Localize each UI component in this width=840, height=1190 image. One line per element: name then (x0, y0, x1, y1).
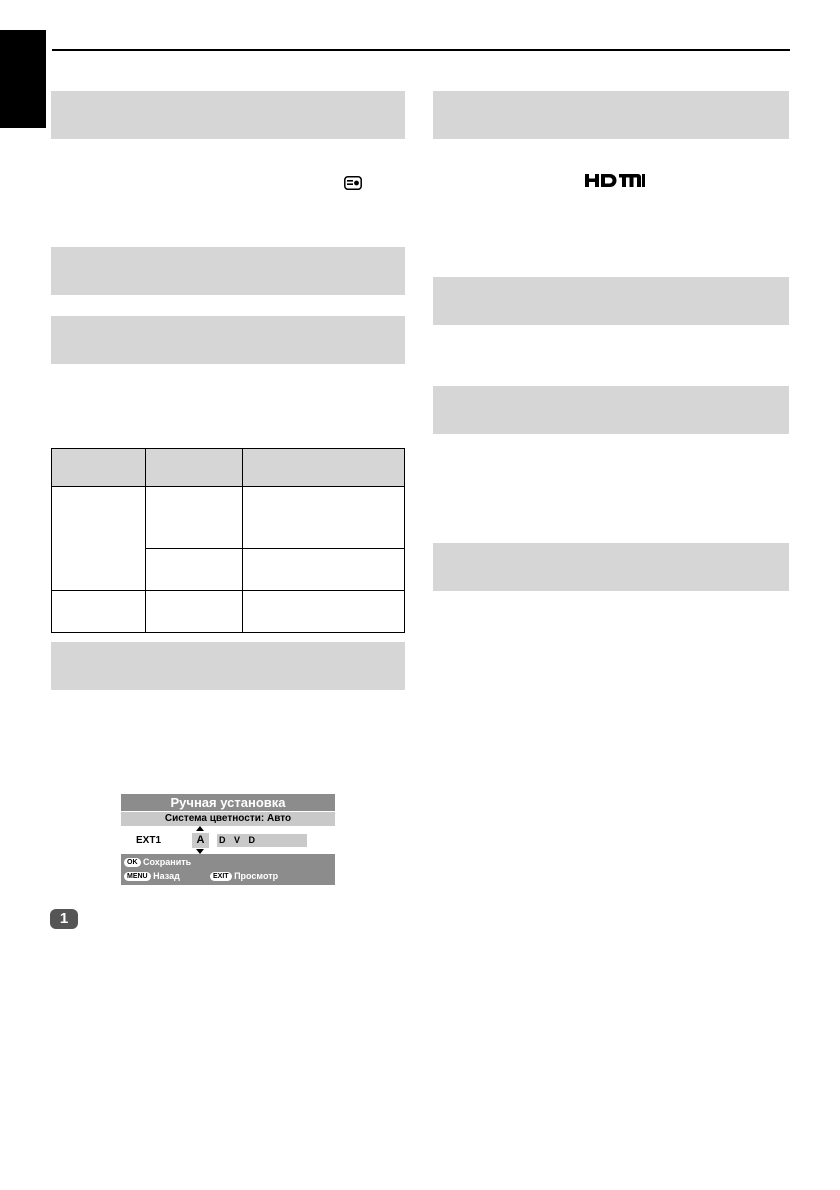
osd-title: Ручная установка (121, 794, 335, 811)
table-cell (145, 549, 243, 591)
osd-letter-selector[interactable]: A (192, 833, 209, 848)
arrow-up-icon[interactable] (196, 826, 204, 831)
spec-table (51, 448, 405, 633)
menu-label: Назад (153, 871, 180, 881)
table-cell (145, 487, 243, 549)
step-number-badge: 1 (50, 909, 78, 929)
menu-key-icon[interactable]: MENU (124, 872, 151, 881)
table-cell (243, 487, 405, 549)
table-row (52, 487, 405, 549)
header-rule (52, 49, 790, 51)
teletext-info-icon (344, 176, 362, 190)
table-header-cell (145, 449, 243, 487)
table-cell (52, 487, 146, 591)
osd-color-system[interactable]: Система цветности: Авто (121, 812, 335, 826)
table-cell (243, 549, 405, 591)
section-header-band-2 (51, 247, 405, 295)
section-header-band-6 (433, 277, 789, 325)
section-header-band-1 (51, 91, 405, 139)
ok-key-icon[interactable]: OK (124, 858, 141, 867)
section-header-band-7 (433, 386, 789, 434)
table-row (52, 591, 405, 633)
osd-footer (121, 854, 335, 885)
table-header-cell (243, 449, 405, 487)
language-side-tab (0, 30, 46, 128)
osd-input-label: EXT1 (136, 835, 162, 846)
table-header-cell (52, 449, 146, 487)
exit-label: Просмотр (234, 871, 279, 881)
manual-setup-osd (121, 794, 335, 885)
section-header-band-8 (433, 543, 789, 591)
table-cell (145, 591, 243, 633)
ok-label: Сохранить (143, 857, 192, 867)
hdmi-logo (585, 174, 645, 187)
exit-key-icon[interactable]: EXIT (210, 872, 232, 881)
table-cell (52, 591, 146, 633)
section-header-band-3 (51, 316, 405, 364)
table-header-row (52, 449, 405, 487)
osd-name-field[interactable]: D V D (217, 834, 307, 847)
table-cell (243, 591, 405, 633)
section-header-band-5 (433, 91, 789, 139)
section-header-band-4 (51, 642, 405, 690)
